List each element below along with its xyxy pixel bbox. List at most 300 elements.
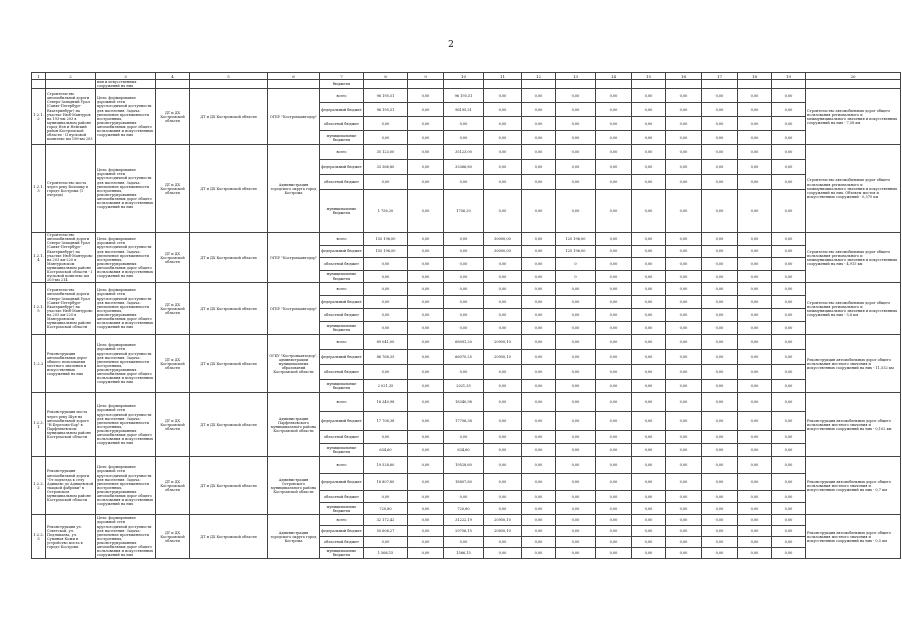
amount-cell: 0,00 xyxy=(666,548,702,559)
amount-cell: 0,00 xyxy=(738,431,772,444)
amount-cell: 1 756,20 xyxy=(364,190,408,233)
amount-cell: 720,80 xyxy=(364,503,408,515)
group-exec: ОГБУ "Костромаавтодор", администрации муниципальных образований Костромской области xyxy=(268,335,320,393)
amount-cell: 20950,10 xyxy=(484,350,522,365)
amount-cell: 0,00 xyxy=(408,270,444,283)
amount-cell: 0,00 xyxy=(522,491,556,503)
amount-cell: 0,00 xyxy=(772,365,806,380)
amount-cell: 0,00 xyxy=(484,296,522,309)
amount-cell: 155 196,00 xyxy=(364,245,408,258)
amount-cell: 0,00 xyxy=(738,457,772,474)
amount-cell: 0,00 xyxy=(738,335,772,350)
amount-cell: 0,00 xyxy=(484,444,522,457)
table-row xyxy=(32,335,901,350)
amount-cell: 0,00 xyxy=(522,175,556,190)
amount-cell: 0,00 xyxy=(666,393,702,412)
amount-cell: 0,00 xyxy=(632,160,666,175)
amount-cell: 0,00 xyxy=(632,89,666,103)
group-exec: Администрация Островского муниципального района Костромской области xyxy=(268,457,320,515)
amount-cell: 0,00 xyxy=(522,444,556,457)
amount-cell: 0,00 xyxy=(772,322,806,335)
amount-cell: 68091,20 xyxy=(444,335,484,350)
amount-cell: 0,00 xyxy=(666,117,702,131)
table-cell xyxy=(772,80,806,89)
group-goal: Цель: формирование дорожной сети круглогодичной доступности для населения. Задача: увеличение протяженности построенных, реконструированных автомобильных дорог общего пользования и искусственных сооружений на них xyxy=(96,335,156,393)
funding-source: областной бюджет xyxy=(320,309,364,322)
amount-cell: 0,00 xyxy=(484,365,522,380)
amount-cell: 0,00 xyxy=(522,335,556,350)
group-num: 1.2.1.5 xyxy=(32,283,46,335)
amount-cell: 0,00 xyxy=(772,335,806,350)
amount-cell: 0,00 xyxy=(702,258,738,271)
column-number: 12 xyxy=(522,73,556,80)
group-dept: ДТ и ДХ Костромской области xyxy=(156,145,190,233)
amount-cell: 0,00 xyxy=(596,322,632,335)
amount-cell: 50 606,27 xyxy=(364,526,408,537)
table-cell: ния и искусственных сооружений на них xyxy=(96,80,156,89)
group-grbs: ДТ и ДХ Костромской области xyxy=(190,89,268,145)
amount-cell: 0,00 xyxy=(444,537,484,548)
amount-cell: 0,00 xyxy=(556,548,596,559)
amount-cell: 18 807,80 xyxy=(364,474,408,491)
column-number: 18 xyxy=(738,73,772,80)
amount-cell: 0,00 xyxy=(666,474,702,491)
amount-cell: 0,00 xyxy=(484,145,522,160)
amount-cell: 0,00 xyxy=(702,296,738,309)
amount-cell: 0,00 xyxy=(738,175,772,190)
amount-cell: 0,00 xyxy=(556,393,596,412)
amount-cell: 0,00 xyxy=(408,89,444,103)
amount-cell: 0,00 xyxy=(484,457,522,474)
amount-cell: 0,00 xyxy=(522,103,556,117)
amount-cell: 125 196,00 xyxy=(556,233,596,246)
amount-cell: 0,00 xyxy=(522,270,556,283)
amount-cell: 0,00 xyxy=(702,503,738,515)
funding-source: всего xyxy=(320,335,364,350)
group-name: Реконструкция автомобильной дороги "От подъезда к селу Адищево до Адищевской ткацкой фабрики" в Островском муниципальном районе Костромской области xyxy=(46,457,96,515)
amount-cell: 0,00 xyxy=(408,503,444,515)
funding-source: всего xyxy=(320,233,364,246)
group-result: Строительство автомобильных дорог общего пользования регионального и межмуниципального значения и искусственных сооружений на них - 4,915 км xyxy=(806,233,901,283)
amount-cell: 96 195,51 xyxy=(364,89,408,103)
amount-cell: 0,00 xyxy=(702,233,738,246)
funding-source: муниципальные бюджеты xyxy=(320,548,364,559)
funding-source: областной бюджет xyxy=(320,431,364,444)
amount-cell: 0,00 xyxy=(556,515,596,526)
amount-cell: 0,00 xyxy=(702,190,738,233)
amount-cell: 0,00 xyxy=(738,245,772,258)
amount-cell: 0,00 xyxy=(484,270,522,283)
amount-cell: 0,00 xyxy=(596,117,632,131)
amount-cell: 0,00 xyxy=(666,131,702,145)
group-num: 1.2.2.1 xyxy=(32,393,46,457)
amount-cell: 0,00 xyxy=(596,190,632,233)
amount-cell: 0,00 xyxy=(556,380,596,393)
group-grbs: ДТ и ДХ Костромской области xyxy=(190,335,268,393)
amount-cell: 0,00 xyxy=(596,309,632,322)
amount-cell: 0,00 xyxy=(632,444,666,457)
amount-cell: 0,00 xyxy=(702,444,738,457)
funding-source: муниципальные бюджеты xyxy=(320,503,364,515)
funding-source: федеральный бюджет xyxy=(320,103,364,117)
amount-cell: 0,00 xyxy=(772,160,806,175)
amount-cell: 0,00 xyxy=(444,117,484,131)
funding-source: всего xyxy=(320,515,364,526)
amount-cell: 0,00 xyxy=(702,526,738,537)
group-grbs: ДТ и ДХ Костромской области xyxy=(190,233,268,283)
amount-cell: 0,00 xyxy=(522,296,556,309)
table-cell xyxy=(484,80,522,89)
amount-cell: 0,00 xyxy=(556,131,596,145)
amount-cell: 0,00 xyxy=(632,380,666,393)
amount-cell: 0,00 xyxy=(772,431,806,444)
amount-cell: 0,00 xyxy=(772,270,806,283)
amount-cell: 18 340,98 xyxy=(364,393,408,412)
amount-cell: 0,00 xyxy=(444,431,484,444)
carry-row xyxy=(32,80,901,89)
amount-cell: 0,00 xyxy=(408,431,444,444)
amount-cell: 0,00 xyxy=(632,117,666,131)
amount-cell: 0,00 xyxy=(484,431,522,444)
amount-cell: 0,00 xyxy=(408,145,444,160)
amount-cell: 35 123,00 xyxy=(364,145,408,160)
amount-cell: 0,00 xyxy=(772,175,806,190)
amount-cell: 20950,10 xyxy=(484,515,522,526)
group-dept: ДТ и ДХ Костромской области xyxy=(156,515,190,559)
group-num: 1.2.1.2 xyxy=(32,89,46,145)
amount-cell: 0,00 xyxy=(522,515,556,526)
group-num: 1.2.2.2 xyxy=(32,457,46,515)
group-result: Строительство автомобильных дорог общего пользования регионального и межмуниципального значения и искусственных сооружений на них - 7,58 км xyxy=(806,89,901,145)
amount-cell: 0,00 xyxy=(484,322,522,335)
group-name: Строительство моста через реку Волошку в городе Кострома (1 очередь) xyxy=(46,145,96,233)
funding-source: федеральный бюджет xyxy=(320,160,364,175)
funding-source: муниципальные бюджеты xyxy=(320,380,364,393)
group-num: 1.2.2.3 xyxy=(32,515,46,559)
amount-cell: 0,00 xyxy=(596,270,632,283)
amount-cell: 0,00 xyxy=(596,412,632,431)
amount-cell: 0,00 xyxy=(632,335,666,350)
amount-cell: 0,00 xyxy=(444,175,484,190)
amount-cell: 0,00 xyxy=(632,526,666,537)
amount-cell: 0,00 xyxy=(772,145,806,160)
amount-cell: 0,00 xyxy=(484,258,522,271)
amount-cell: 20950,10 xyxy=(484,335,522,350)
amount-cell: 0,00 xyxy=(484,537,522,548)
amount-cell: 0,00 xyxy=(702,89,738,103)
amount-cell: 0,00 xyxy=(738,283,772,296)
amount-cell: 96 195,51 xyxy=(364,103,408,117)
amount-cell: 0,00 xyxy=(556,89,596,103)
amount-cell: 0,00 xyxy=(738,322,772,335)
amount-cell: 0,00 xyxy=(632,537,666,548)
amount-cell: 0,00 xyxy=(596,380,632,393)
column-number: 3 xyxy=(96,73,156,80)
amount-cell: 0,00 xyxy=(772,526,806,537)
column-number: 15 xyxy=(632,73,666,80)
amount-cell: 0,00 xyxy=(522,283,556,296)
amount-cell: 0,00 xyxy=(702,380,738,393)
table-cell xyxy=(632,80,666,89)
table-cell xyxy=(556,80,596,89)
amount-cell: 31222,19 xyxy=(444,515,484,526)
amount-cell: 0,00 xyxy=(556,537,596,548)
amount-cell: 0,00 xyxy=(484,548,522,559)
amount-cell: 0,00 xyxy=(666,380,702,393)
funding-source: областной бюджет xyxy=(320,537,364,548)
amount-cell: 0,00 xyxy=(738,548,772,559)
amount-cell: 0,00 xyxy=(702,270,738,283)
amount-cell: 0,00 xyxy=(556,444,596,457)
amount-cell: 0,00 xyxy=(556,145,596,160)
amount-cell: 0,00 xyxy=(738,380,772,393)
amount-cell: 0,00 xyxy=(772,412,806,431)
amount-cell: 0,00 xyxy=(408,515,444,526)
group-grbs: ДТ и ДХ Костромской области xyxy=(190,283,268,335)
amount-cell: 0,00 xyxy=(666,103,702,117)
amount-cell: 0,00 xyxy=(556,190,596,233)
amount-cell: 0,00 xyxy=(632,270,666,283)
amount-cell: 0,00 xyxy=(444,233,484,246)
amount-cell: 0,00 xyxy=(522,322,556,335)
amount-cell: 0,00 xyxy=(364,365,408,380)
amount-cell: 0,00 xyxy=(666,89,702,103)
amount-cell: 0,00 xyxy=(596,160,632,175)
group-exec: Администрация городского округа город Кострома xyxy=(268,515,320,559)
amount-cell: 0,00 xyxy=(444,283,484,296)
group-exec: ОГБУ "Костромаавтодор" xyxy=(268,233,320,283)
amount-cell: 30000,00 xyxy=(484,233,522,246)
amount-cell: 0,00 xyxy=(408,190,444,233)
group-grbs: ДТ и ДХ Костромской области xyxy=(190,393,268,457)
amount-cell: 0,00 xyxy=(408,296,444,309)
group-grbs: ДТ и ДХ Костромской области xyxy=(190,515,268,559)
amount-cell: 0,00 xyxy=(702,431,738,444)
amount-cell: 0,00 xyxy=(408,233,444,246)
table-cell xyxy=(444,80,484,89)
group-name: Реконструкция ул. Советской, ул. Подлипаева, ул. Суминая Кожи и устройство моста в городе Кострома xyxy=(46,515,96,559)
amount-cell: 0,00 xyxy=(408,245,444,258)
amount-cell: 0,00 xyxy=(596,283,632,296)
table-cell xyxy=(364,80,408,89)
table-cell xyxy=(806,80,901,89)
funding-source: муниципальные бюджеты xyxy=(320,190,364,233)
amount-cell: 20850,10 xyxy=(484,526,522,537)
funding-source: всего xyxy=(320,145,364,160)
amount-cell: 0,00 xyxy=(632,296,666,309)
amount-cell: 0,00 xyxy=(408,537,444,548)
amount-cell: 0,00 xyxy=(484,160,522,175)
column-number: 5 xyxy=(190,73,268,80)
amount-cell: 0,00 xyxy=(556,526,596,537)
amount-cell: 0,00 xyxy=(772,117,806,131)
table-cell: бюджеты xyxy=(320,80,364,89)
amount-cell: 0,00 xyxy=(522,350,556,365)
amount-cell: 0,00 xyxy=(408,309,444,322)
amount-cell: 0,00 xyxy=(556,335,596,350)
amount-cell: 0,00 xyxy=(738,444,772,457)
column-number: 2 xyxy=(46,73,96,80)
amount-cell: 0,00 xyxy=(484,491,522,503)
group-goal: Цель: формирование дорожной сети круглогодичной доступности для населения. Задача: увеличение протяженности построенных, реконструированных автомобильных дорог общего пользования и искусственных сооружений на них xyxy=(96,515,156,559)
amount-cell: 0,00 xyxy=(364,283,408,296)
amount-cell: 0,00 xyxy=(408,412,444,431)
amount-cell: 0,00 xyxy=(632,393,666,412)
amount-cell: 0,00 xyxy=(738,526,772,537)
funding-source: федеральный бюджет xyxy=(320,245,364,258)
amount-cell: 0,00 xyxy=(556,283,596,296)
amount-cell: 0,00 xyxy=(666,526,702,537)
amount-cell: 0,00 xyxy=(484,175,522,190)
funding-source: областной бюджет xyxy=(320,117,364,131)
amount-cell: 0,00 xyxy=(522,245,556,258)
amount-cell: 0,00 xyxy=(522,503,556,515)
funding-source: всего xyxy=(320,457,364,474)
amount-cell: 0,00 xyxy=(666,457,702,474)
table-cell xyxy=(156,80,190,89)
amount-cell: 0,00 xyxy=(772,380,806,393)
funding-source: областной бюджет xyxy=(320,365,364,380)
amount-cell: 0,00 xyxy=(666,190,702,233)
amount-cell: 125 196,00 xyxy=(556,245,596,258)
amount-cell: 0,00 xyxy=(364,491,408,503)
amount-cell: 0,00 xyxy=(702,412,738,431)
table-cell xyxy=(32,80,46,89)
amount-cell: 0,00 xyxy=(772,503,806,515)
group-result: Строительство автомобильных дорог общего пользования регионального и межмуниципального значения и искусственных сооружений на них - 5,8 км xyxy=(806,283,901,335)
amount-cell: 0,00 xyxy=(772,515,806,526)
amount-cell: 0,00 xyxy=(632,548,666,559)
amount-cell: 720,80 xyxy=(444,503,484,515)
amount-cell: 0,00 xyxy=(632,474,666,491)
funding-source: федеральный бюджет xyxy=(320,412,364,431)
program-table xyxy=(31,72,901,559)
amount-cell: 0,00 xyxy=(444,309,484,322)
amount-cell: 29756,15 xyxy=(444,526,484,537)
group-result: Реконструкция автомобильных дорог общего пользования местного значения и искусственных сооружений на них - 0,102 км xyxy=(806,393,901,457)
amount-cell: 0,00 xyxy=(484,117,522,131)
amount-cell: 2021,35 xyxy=(444,380,484,393)
amount-cell: 0,00 xyxy=(666,175,702,190)
amount-cell: 0,00 xyxy=(364,309,408,322)
group-goal: Цель: формирование дорожной сети круглогодичной доступности для населения. Задача: увеличение протяженности построенных, реконструированных автомобильных дорог общего пользования и искусственных сооружений на них xyxy=(96,233,156,283)
amount-cell: 0,00 xyxy=(702,131,738,145)
column-number: 7 xyxy=(320,73,364,80)
amount-cell: 0,00 xyxy=(522,89,556,103)
amount-cell: 0,00 xyxy=(596,457,632,474)
amount-cell: 0,00 xyxy=(702,160,738,175)
amount-cell: 0,00 xyxy=(632,283,666,296)
amount-cell: 0,00 xyxy=(408,444,444,457)
amount-cell: 0,00 xyxy=(702,245,738,258)
amount-cell: 0,00 xyxy=(364,322,408,335)
amount-cell: 0,00 xyxy=(632,412,666,431)
amount-cell: 0,00 xyxy=(666,283,702,296)
group-dept: ДТ и ДХ Костромской области xyxy=(156,335,190,393)
group-name: Реконструкция автомобильных дорог общего пользования местного значения и искусственных сооружений на них xyxy=(46,335,96,393)
amount-cell: 0,00 xyxy=(408,160,444,175)
group-name: Строительство автомобильной дороги Северо-Западный Урал (Санкт-Петербург-Екатеринбург) на участке Нюб-Мантурово на 203 км-220 в Мантуровском муниципальном районе Костромской области xyxy=(46,283,96,335)
amount-cell: 0,00 xyxy=(522,457,556,474)
amount-cell: 0,00 xyxy=(596,350,632,365)
amount-cell: 0,00 xyxy=(484,380,522,393)
amount-cell: 0,00 xyxy=(738,515,772,526)
table-row xyxy=(32,233,901,246)
amount-cell: 0,00 xyxy=(772,309,806,322)
amount-cell: 0,00 xyxy=(444,270,484,283)
group-grbs: ДТ и ДХ Костромской области xyxy=(190,145,268,233)
amount-cell: 0,00 xyxy=(408,131,444,145)
amount-cell: 0,00 xyxy=(772,233,806,246)
amount-cell: 0,00 xyxy=(522,526,556,537)
group-dept: ДТ и ДХ Костромской области xyxy=(156,233,190,283)
amount-cell: 0,00 xyxy=(484,474,522,491)
group-goal: Цель: формирование дорожной сети круглогодичной доступности для населения. Задача: увеличение протяженности построенных, реконструированных автомобильных дорог общего пользования и искусственных сооружений на них xyxy=(96,283,156,335)
amount-cell: 0,00 xyxy=(666,309,702,322)
amount-cell: 0,00 xyxy=(408,526,444,537)
funding-source: всего xyxy=(320,89,364,103)
amount-cell: 66070,25 xyxy=(444,350,484,365)
amount-cell: 0,00 xyxy=(666,412,702,431)
amount-cell: 0,00 xyxy=(364,258,408,271)
amount-cell: 19528,60 xyxy=(444,457,484,474)
amount-cell: 0,00 xyxy=(364,117,408,131)
column-number: 20 xyxy=(806,73,901,80)
amount-cell: 0,00 xyxy=(408,103,444,117)
amount-cell: 0,00 xyxy=(408,283,444,296)
amount-cell: 0,00 xyxy=(772,258,806,271)
amount-cell: 0,00 xyxy=(484,190,522,233)
column-number: 4 xyxy=(156,73,190,80)
funding-source: всего xyxy=(320,283,364,296)
amount-cell: 33366,80 xyxy=(444,160,484,175)
amount-cell: 0,00 xyxy=(556,350,596,365)
column-number: 13 xyxy=(556,73,596,80)
amount-cell: 0,00 xyxy=(408,175,444,190)
amount-cell: 0,00 xyxy=(408,335,444,350)
amount-cell: 0,00 xyxy=(772,89,806,103)
amount-cell: 0,00 xyxy=(556,296,596,309)
amount-cell: 0,00 xyxy=(556,175,596,190)
table-cell xyxy=(596,80,632,89)
amount-cell: 30000,00 xyxy=(484,245,522,258)
group-name: Реконструкция моста через реку Шуя на автомобильной дороге "Н.Березово-Бор" в Парфеньевском муниципальном районе Костромской области xyxy=(46,393,96,457)
amount-cell: 0,00 xyxy=(596,175,632,190)
amount-cell: 18807,80 xyxy=(444,474,484,491)
amount-cell: 0,00 xyxy=(666,537,702,548)
amount-cell: 0,00 xyxy=(666,258,702,271)
amount-cell: 86 768,35 xyxy=(364,350,408,365)
amount-cell: 0 xyxy=(556,270,596,283)
amount-cell: 0,00 xyxy=(702,515,738,526)
funding-source: федеральный бюджет xyxy=(320,296,364,309)
amount-cell: 18340,98 xyxy=(444,393,484,412)
amount-cell: 0,00 xyxy=(556,322,596,335)
amount-cell: 0,00 xyxy=(632,431,666,444)
amount-cell: 0,00 xyxy=(632,258,666,271)
amount-cell: 0,00 xyxy=(632,190,666,233)
amount-cell: 0,00 xyxy=(666,431,702,444)
funding-source: муниципальные бюджеты xyxy=(320,322,364,335)
amount-cell: 0,00 xyxy=(772,131,806,145)
funding-source: всего xyxy=(320,393,364,412)
amount-cell: 0,00 xyxy=(522,548,556,559)
amount-cell: 0,00 xyxy=(522,431,556,444)
amount-cell: 0,00 xyxy=(556,412,596,431)
amount-cell: 0,00 xyxy=(738,537,772,548)
amount-cell: 0,00 xyxy=(596,491,632,503)
amount-cell: 0,00 xyxy=(522,474,556,491)
